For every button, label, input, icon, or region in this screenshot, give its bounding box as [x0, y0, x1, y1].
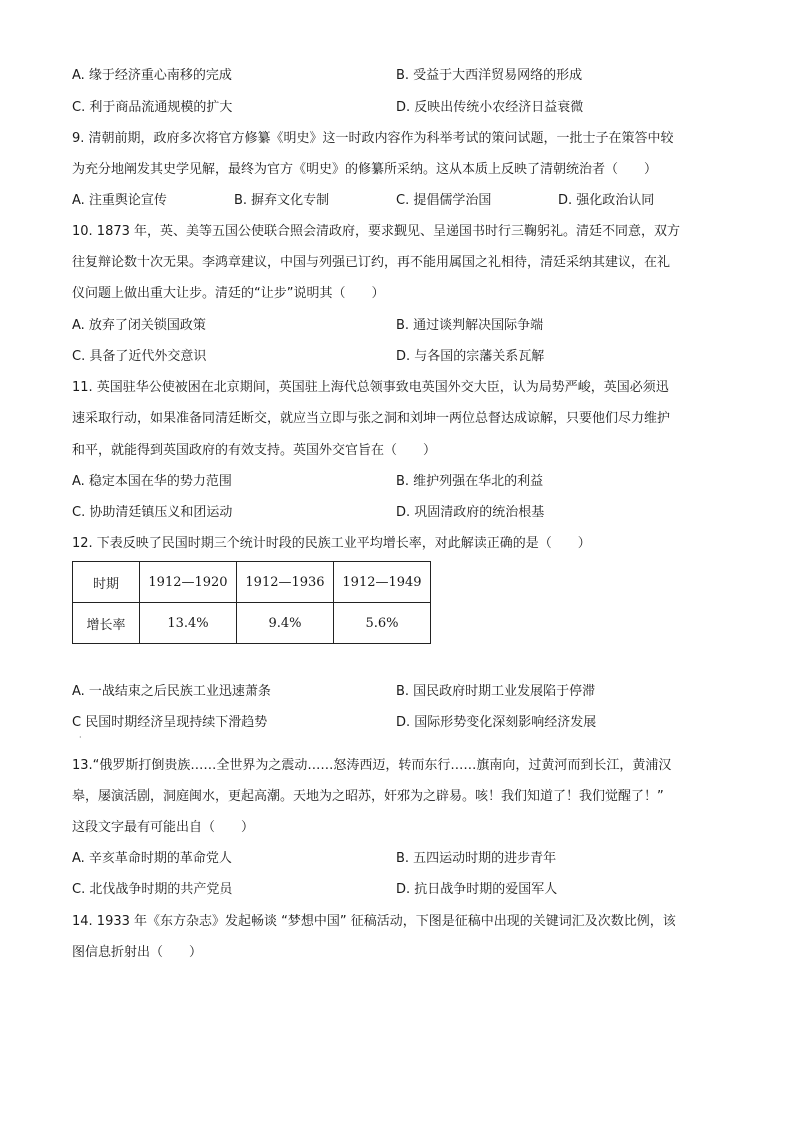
q13-option-b: B. 五四运动时期的进步青年 [396, 851, 557, 866]
q10-stem-line-1: 10. 1873 年，英、美等五国公使联合照会清政府，要求觐见、呈递国书时行三鞠躬礼。清廷不同意，双方 [72, 224, 681, 239]
q11-option-a: A. 稳定本国在华的势力范围 [72, 474, 232, 489]
q9-option-b: B. 摒弃文化专制 [234, 193, 330, 208]
q8-option-c: C. 利于商品流通规模的扩大 [72, 100, 233, 115]
q12-option-a: A. 一战结束之后民族工业迅速萧条 [72, 684, 271, 699]
table-row [73, 562, 431, 603]
q13-stem-line-1: 13.“俄罗斯打倒贵族……全世界为之震动……怒涛西迈，转而东行……旗南向，过黄河而到长江，黄浦汉 [72, 758, 672, 773]
q13-option-a: A. 辛亥革命时期的革命党人 [72, 851, 232, 866]
q11-stem-line-3: 和平，就能得到英国政府的有效支持。英国外交官旨在（ ） [72, 443, 437, 458]
table-header-rate: 增长率 [73, 603, 140, 644]
q10-option-d: D. 与各国的宗藩关系瓦解 [396, 349, 545, 364]
q10-stem-line-3: 仪问题上做出重大让步。清廷的“让步”说明其（ ） [72, 286, 385, 301]
q13-option-d: D. 抗日战争时期的爱国军人 [396, 882, 558, 897]
q9-stem-line-1: 9. 清朝前期，政府多次将官方修纂《明史》这一时政内容作为科举考试的策问试题，一批士子在策答中较 [72, 131, 674, 146]
table-cell-period: 1912—1936 [237, 562, 334, 603]
q12-stem-line-1: 12. 下表反映了民国时期三个统计时段的民族工业平均增长率，对此解读正确的是（ ） [72, 536, 591, 551]
q14-stem-line-1: 14. 1933 年《东方杂志》发起畅谈 “梦想中国” 征稿活动，下图是征稿中出现的关键词汇及次数比例，该 [72, 914, 676, 929]
q9-option-d: D. 强化政治认同 [558, 193, 655, 208]
q13-option-c: C. 北伐战争时期的共产党员 [72, 882, 233, 897]
q12-option-c: C 民国时期经济呈现持续下滑趋势 [72, 715, 268, 730]
table-cell-period: 1912—1949 [334, 562, 431, 603]
q13-stem-line-2: 皋，屡演活剧，洞庭闽水，更起高潮。天地为之昭苏，奸邪为之辟易。咳！我们知道了！我们觉醒了！” [72, 789, 664, 804]
q12-option-d: D. 国际形势变化深刻影响经济发展 [396, 715, 597, 730]
q10-option-a: A. 放弃了闭关锁国政策 [72, 318, 206, 333]
q11-stem-line-2: 速采取行动，如果准备同清廷断交，就应当立即与张之洞和刘坤一两位总督达成谅解，只要他们尽力维护 [72, 411, 671, 426]
growth-rate-table [72, 561, 431, 644]
q12-option-b: B. 国民政府时期工业发展陷于停滞 [396, 684, 596, 699]
q11-option-d: D. 巩固清政府的统治根基 [396, 505, 545, 520]
q8-option-b: B. 受益于大西洋贸易网络的形成 [396, 68, 583, 83]
table-cell-period: 1912—1920 [140, 562, 237, 603]
table-cell-rate: 5.6% [334, 603, 431, 644]
q11-stem-line-1: 11. 英国驻华公使被困在北京期间，英国驻上海代总领事致电英国外交大臣，认为局势严峻，英国必须迅 [72, 380, 669, 395]
stray-mark: · [79, 733, 82, 742]
q9-stem-line-2: 为充分地阐发其史学见解，最终为官方《明史》的修纂所采纳。这从本质上反映了清朝统治者（ ） [72, 162, 658, 177]
q9-option-a: A. 注重舆论宣传 [72, 193, 167, 208]
q10-option-b: B. 通过谈判解决国际争端 [396, 318, 544, 333]
q11-option-c: C. 协助清廷镇压义和团运动 [72, 505, 233, 520]
q9-option-c: C. 提倡儒学治国 [396, 193, 492, 208]
q13-stem-line-3: 这段文字最有可能出自（ ） [72, 820, 255, 835]
table-cell-rate: 9.4% [237, 603, 334, 644]
table-header-period: 时期 [73, 562, 140, 603]
q8-option-d: D. 反映出传统小农经济日益衰微 [396, 100, 584, 115]
q14-stem-line-2: 图信息折射出（ ） [72, 945, 203, 960]
q8-option-a: A. 缘于经济重心南移的完成 [72, 68, 232, 83]
q10-stem-line-2: 往复辩论数十次无果。李鸿章建议，中国与列强已订约，再不能用属国之礼相待，清廷采纳其建议，在礼 [72, 255, 671, 270]
q10-option-c: C. 具备了近代外交意识 [72, 349, 207, 364]
table-cell-rate: 13.4% [140, 603, 237, 644]
q11-option-b: B. 维护列强在华北的利益 [396, 474, 544, 489]
table-row [73, 603, 431, 644]
